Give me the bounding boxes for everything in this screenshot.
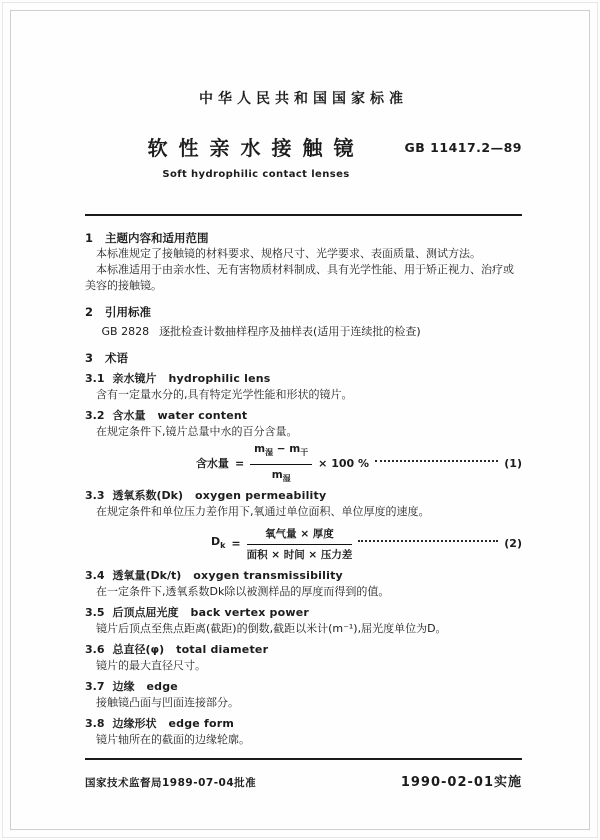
- var: m: [271, 468, 283, 481]
- term-heading: [85, 408, 522, 424]
- term-english: edge form: [168, 717, 235, 730]
- term-number: 3.5: [85, 606, 105, 619]
- term-number: 3.3: [85, 489, 105, 502]
- term-chinese: 亲水镜片: [112, 372, 157, 385]
- term-definition: 镜片的最大直径尺寸。: [96, 659, 206, 672]
- term-heading: [85, 488, 522, 504]
- term-definition: 在一定条件下,透氧系数Dk除以被测样品的厚度而得到的值。: [96, 585, 390, 598]
- standard-code: GB 11417.2—89: [404, 140, 522, 155]
- formula-body: [211, 526, 352, 563]
- section-3-heading: [85, 350, 522, 366]
- term-3-4: [85, 568, 522, 600]
- section-title: 主题内容和适用范围: [105, 231, 209, 245]
- term-definition: 在规定条件下,镜片总量中水的百分含量。: [96, 425, 298, 438]
- dotted-leader: [375, 460, 498, 462]
- formula-suffix: × 100 %: [318, 457, 370, 470]
- term-chinese: 透氧系数(Dk): [112, 489, 184, 502]
- header-divider: [85, 214, 522, 216]
- term-definition: 镜片轴所在的截面的边缘轮廓。: [96, 733, 250, 746]
- term-chinese: 边缘形状: [112, 717, 157, 730]
- formula-number: (1): [504, 457, 522, 470]
- section-1-heading: [85, 230, 522, 246]
- section-1-paragraph-2: 本标准适用于由亲水性、无有害物质材料制成、具有光学性能、用于矫正视力、治疗或美容的接触镜。: [85, 263, 514, 292]
- term-number: 3.7: [85, 680, 105, 693]
- term-heading: [85, 568, 522, 584]
- var-subscript: 湿: [282, 473, 291, 483]
- term-heading: [85, 679, 522, 695]
- term-definition: 含有一定量水分的,具有特定光学性能和形状的镜片。: [96, 388, 353, 401]
- term-definition: 在规定条件和单位压力差作用下,氧通过单位面积、单位厚度的速度。: [96, 505, 430, 518]
- term-english: hydrophilic lens: [168, 372, 271, 385]
- approval-note: 国家技术监督局1989-07-04批准: [85, 777, 257, 789]
- referenced-standard: [85, 324, 522, 340]
- formula-lhs: 含水量: [195, 457, 229, 470]
- term-chinese: 边缘: [112, 680, 135, 693]
- var: m: [289, 443, 301, 456]
- formula-lhs: [211, 534, 225, 554]
- document-title: 软性亲水接触镜: [147, 136, 365, 160]
- term-chinese: 含水量: [112, 409, 146, 422]
- implementation-date: 1990-02-01实施: [400, 775, 522, 790]
- section-number: 2: [85, 305, 94, 319]
- var-subscript: 干: [300, 448, 309, 458]
- term-3-3: [85, 488, 522, 520]
- term-number: 3.6: [85, 643, 105, 656]
- operator: −: [273, 443, 290, 456]
- term-3-6: [85, 642, 522, 674]
- dotted-leader: [358, 540, 498, 542]
- term-english: oxygen transmissibility: [193, 569, 343, 582]
- referenced-standard-code: GB 2828: [101, 325, 150, 338]
- formula-number: (2): [504, 537, 522, 550]
- term-definition: 接触镜凸面与凹面连接部分。: [96, 696, 239, 709]
- term-chinese: 后顶点屈光度: [112, 606, 179, 619]
- term-3-7: [85, 679, 522, 711]
- var-subscript: k: [220, 541, 226, 551]
- term-number: 3.4: [85, 569, 105, 582]
- term-3-1: [85, 371, 522, 403]
- equals-sign: =: [231, 537, 241, 550]
- term-english: total diameter: [176, 643, 269, 656]
- page-footer: [85, 758, 522, 790]
- term-number: 3.8: [85, 717, 105, 730]
- term-definition: 镜片后顶点至焦点距离(截距)的倒数,截距以米计(m⁻¹),屈光度单位为D。: [96, 622, 447, 635]
- equals-sign: =: [234, 457, 245, 470]
- term-chinese: 总直径(φ): [112, 643, 165, 656]
- term-heading: [85, 605, 522, 621]
- page-content: [85, 0, 522, 748]
- section-1-paragraph-1: 本标准规定了接触镜的材料要求、规格尺寸、光学要求、表面质量、测试方法。: [96, 247, 481, 260]
- document-body: [85, 230, 522, 748]
- var: D: [210, 534, 221, 548]
- fraction: [250, 441, 312, 486]
- title-row: [85, 134, 522, 162]
- term-english: edge: [146, 680, 178, 693]
- term-3-2: [85, 408, 522, 440]
- term-heading: [85, 642, 522, 658]
- fraction: [247, 526, 353, 563]
- term-3-8: [85, 716, 522, 748]
- formula-oxygen-permeability: [85, 527, 522, 561]
- section-number: 3: [85, 351, 94, 365]
- term-english: water content: [157, 409, 248, 422]
- formula-water-content: [85, 443, 522, 483]
- term-3-5: [85, 605, 522, 637]
- section-title: 引用标准: [105, 305, 152, 319]
- term-chinese: 透氧量(Dk/t): [112, 569, 182, 582]
- term-heading: [85, 371, 522, 387]
- referenced-standard-text: 逐批检查计数抽样程序及抽样表(适用于连续批的检查): [159, 325, 421, 338]
- term-heading: [85, 716, 522, 732]
- section-2-heading: [85, 304, 522, 320]
- term-number: 3.1: [85, 372, 105, 385]
- var-subscript: 湿: [265, 448, 274, 458]
- section-number: 1: [85, 231, 94, 245]
- section-title: 术语: [105, 351, 129, 365]
- var: m: [254, 443, 266, 456]
- formula-body: [196, 441, 369, 486]
- term-english: back vertex power: [190, 606, 310, 619]
- term-number: 3.2: [85, 409, 105, 422]
- fraction-numerator: 氧气量 × 厚度: [247, 526, 353, 545]
- document-title-english: Soft hydrophilic contact lenses: [162, 169, 350, 180]
- term-english: oxygen permeability: [195, 489, 327, 502]
- fraction-denominator: [250, 465, 312, 487]
- standard-organization-line: 中华人民共和国国家标准: [199, 91, 408, 107]
- fraction-numerator: [250, 441, 312, 464]
- fraction-denominator: 面积 × 时间 × 压力差: [246, 548, 353, 561]
